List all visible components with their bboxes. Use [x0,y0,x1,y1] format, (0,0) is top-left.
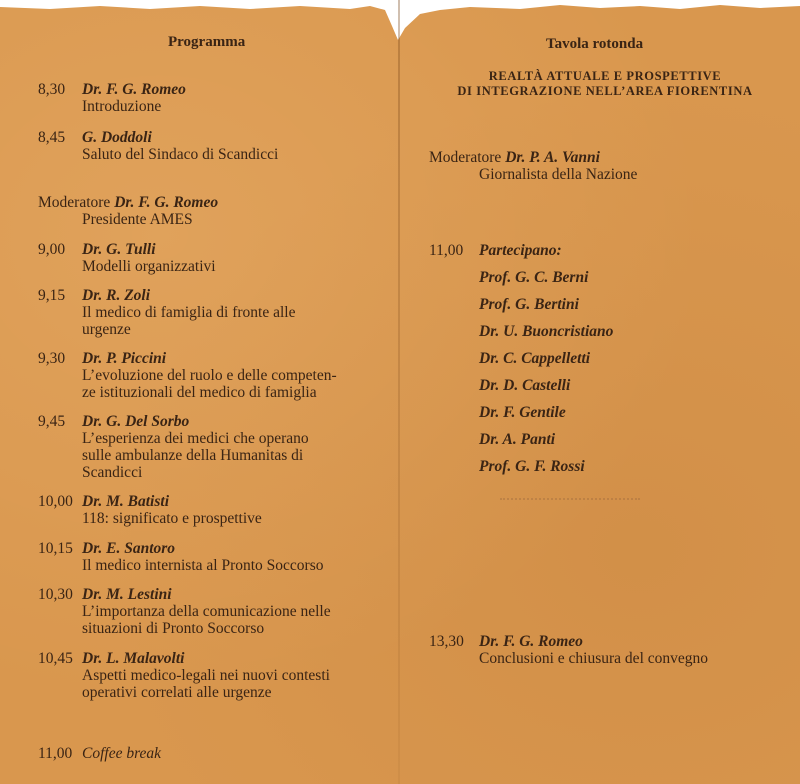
entry-time: 9,00 [38,241,66,258]
entry-time: 9,30 [38,350,66,367]
speaker-name: Dr. M. Batisti [82,493,169,510]
participant-item: Dr. U. Buoncristiano [479,323,614,340]
entry-description: Saluto del Sindaco di Scandicci [82,146,279,163]
speaker-name: Dr. R. Zoli [82,287,151,304]
entry-time: 10,45 [38,650,73,667]
participant-item: Dr. D. Castelli [479,377,571,394]
faint-dotted-mark [500,498,640,504]
moderator-description: Presidente AMES [82,211,193,228]
moderator-label: Moderatore [429,149,502,166]
left-heading: Programma [168,34,246,50]
entry-description: Il medico di famiglia di fronte alle urgenze [82,304,296,338]
round-table-moderator [429,149,789,183]
closing-speaker: Dr. F. G. Romeo [479,633,583,650]
entry-time: 8,45 [38,129,66,146]
entry-time: 9,45 [38,413,66,430]
moderator-label: Moderatore [38,194,111,211]
participant-item: Prof. G. F. Rossi [479,458,585,475]
moderator-name: Dr. P. A. Vanni [505,149,600,166]
speaker-name: Dr. E. Santoro [82,540,176,557]
participant-item: Dr. A. Panti [479,431,556,448]
speaker-name: Dr. M. Lestini [82,586,172,603]
coffee-break-label: Coffee break [82,745,162,762]
entry-description: Aspetti medico-legali nei nuovi contesti operativi correlati alle urgenze [82,667,330,701]
entry-time: 10,15 [38,540,73,557]
entry-description: L’evoluzione del ruolo e delle competen- ze istituzionali del medico di famiglia [82,367,337,401]
speaker-name: Dr. L. Malavolti [82,650,185,667]
entry-time: 9,15 [38,287,66,304]
participant-item: Dr. C. Cappelletti [479,350,591,367]
right-heading: Tavola rotonda [546,36,644,52]
entry-time: 11,00 [38,745,73,762]
speaker-name: G. Doddoli [82,129,152,146]
entry-description: L’esperienza dei medici che operano sulle ambulanze della Humanitas di Scandicci [82,430,309,481]
closing-time: 13,30 [429,633,464,650]
participant-item: Prof. G. Bertini [479,296,579,313]
speaker-name: Dr. G. Tulli [82,241,156,258]
entry-time: 10,30 [38,586,73,603]
moderator-description: Giornalista della Nazione [479,166,638,183]
torn-edge [0,0,800,40]
participant-item: Prof. G. C. Berni [479,269,589,286]
participants-time: 11,00 [429,242,464,259]
speaker-name: Dr. G. Del Sorbo [82,413,190,430]
entry-time: 10,00 [38,493,73,510]
subtitle-line-2: DI INTEGRAZIONE NELL’AREA FIORENTINA [457,84,753,98]
round-table-subtitle [430,69,780,99]
moderator-entry [38,194,388,228]
entry-description: L’importanza della comunicazione nelle situazioni di Pronto Soccorso [82,603,331,637]
center-fold [398,0,400,784]
closing-description: Conclusioni e chiusura del convegno [479,650,709,667]
entry-time: 8,30 [38,81,66,98]
participant-item: Dr. F. Gentile [479,404,566,421]
participants-label: Partecipano: [479,242,562,259]
speaker-name: Dr. F. G. Romeo [82,81,186,98]
entry-description: 118: significato e prospettive [82,510,262,527]
speaker-name: Dr. P. Piccini [82,350,167,367]
subtitle-line-1: REALTÀ ATTUALE E PROSPETTIVE [488,69,722,83]
moderator-name: Dr. F. G. Romeo [114,194,219,211]
entry-description: Modelli organizzativi [82,258,216,275]
entry-description: Introduzione [82,98,162,115]
entry-description: Il medico internista al Pronto Soccorso [82,557,324,574]
